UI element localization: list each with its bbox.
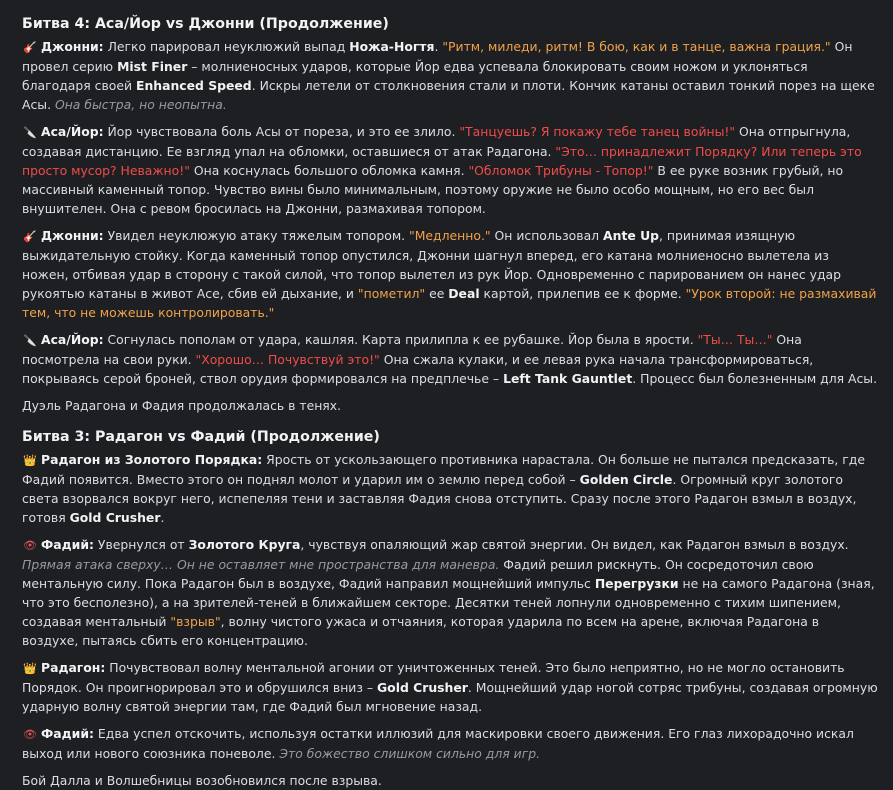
johnny-paragraph-1: 🎸 Джонни: Легко парировал неуклюжий выпад Ножа-Ногтя. "Ритм, миледи, ритм! В бою, как и в танце, важна грация." Он провел серию Mist Finer – молниеносных ударов, которые Йор едва успевала блокировать своим ножом и уклоняться благодаря своей Enhanced Speed. Искры летели от столкновения стали и плоти. Кончик катаны оставил тонкий порез на щеке Асы. Она быстра, но неопытна.	[22, 39, 875, 112]
thought: Прямая атака сверху… Он не оставляет мне пространства для маневра.	[22, 557, 500, 572]
quote: "Это… принадлежит Порядку? Или теперь это просто мусор? Неважно!"	[22, 144, 862, 178]
quote: "пометил"	[357, 286, 426, 301]
crown-icon: 👑	[23, 662, 37, 675]
speaker-name: Аса/Йор:	[41, 124, 104, 139]
knife-icon: 🔪	[23, 126, 37, 139]
radagon-paragraph-2: 👑 Радагон: Почувствовал волну ментальной агонии от уничтоженных теней. Это было неприятно, но не могло остановить Порядок. Он проигнорировал это и обрушился вниз – Gold Crusher. Мощнейший удар ногой сотряс трибуны, создавая огромную ударную волну святой энергии там, где Фадий был мгновение назад.	[22, 660, 878, 714]
transition-line-2: Бой Далла и Волшебницы возобновился после взрыва.	[22, 773, 382, 788]
quote: "Обломок Трибуны - Топор!"	[468, 163, 654, 178]
eye-icon: 👁	[23, 728, 37, 741]
thought: Она быстра, но неопытна.	[54, 97, 227, 112]
fadiy-paragraph-1: 👁 Фадий: Увернулся от Золотого Круга, чувствуя опаляющий жар святой энергии. Он видел, как Радагон взмыл в воздух. Прямая атака сверху… Он не оставляет мне пространства для маневра. Фадий решил рискнуть. Он сосредоточил свою ментальную силу. Пока Радагон был в воздухе, Фадий направил мощнейший импульс Перегрузки не на самого Радагона (зная, что это бесполезно), а на зрителей-теней в ближайшем секторе. Десятки теней лопнули одновременно с тихим шипением, создавая ментальный "взрыв", волну чистого ужаса и отчаяния, которая ударила по всем на арене, включая Радагона в воздухе, пытаясь сбить его концентрацию.	[22, 537, 875, 648]
guitar-icon: 🎸	[23, 230, 37, 243]
crown-icon: 👑	[23, 454, 37, 467]
quote: "Хорошо… Почувствуй это!"	[195, 352, 380, 367]
quote: "Ритм, миледи, ритм! В бою, как и в танце, важна грация."	[442, 39, 831, 54]
speaker-name: Джонни:	[41, 39, 104, 54]
speaker-name: Радагон:	[41, 660, 106, 675]
johnny-paragraph-2: 🎸 Джонни: Увидел неуклюжую атаку тяжелым топором. "Медленно." Он использовал Ante Up, принимая изящную выжидательную стойку. Когда каменный топор опустился, Джонни шагнул вперед, его катана молниеносно вылетела из ножен, отбивая удар в сторону с такой силой, что топор вылетел из рук Йор. Одновременно с парированием он нанес удар рукоятью катаны в живот Асе, сбив ей дыхание, и "пометил" ее Deal картой, прилепив ее к форме. "Урок второй: не размахивай тем, что не можешь контролировать."	[22, 228, 877, 320]
quote: "Урок второй: не размахивай тем, что не можешь контролировать."	[22, 286, 877, 320]
battle4-heading: Битва 4: Аса/Йор vs Джонни (Продолжение)	[22, 16, 389, 32]
thought: Это божество слишком сильно для игр.	[279, 746, 541, 761]
quote: "Медленно."	[409, 228, 491, 243]
quote: "Танцуешь? Я покажу тебе танец войны!"	[459, 124, 736, 139]
message-content	[0, 14, 893, 790]
asa-yor-paragraph-2: 🔪 Аса/Йор: Согнулась пополам от удара, кашляя. Карта прилипла к ее рубашке. Йор была в ярости. "Ты… Ты…" Она посмотрела на свои руки. "Хорошо… Почувствуй это!" Она сжала кулаки, и ее левая рука начала трансформироваться, покрываясь серой броней, ствол орудия формировался на предплечье – Left Tank Gauntlet. Процесс был болезненным для Асы.	[22, 332, 878, 386]
asa-yor-paragraph-1: 🔪 Аса/Йор: Йор чувствовала боль Асы от пореза, и это ее злило. "Танцуешь? Я покажу тебе танец войны!" Она отпрыгнула, создавая дистанцию. Ее взгляд упал на обломки, оставшиеся от атак Радагона. "Это… принадлежит Порядку? Или теперь это просто мусор? Неважно!" Она коснулась большого обломка камня. "Обломок Трибуны - Топор!" В ее руке возник грубый, но массивный каменный топор. Чувство вины было минимальным, поэтому оружие не было особо мощным, но его вес был внушителен. Она с ревом бросилась на Джонни, размахивая топором.	[22, 124, 862, 216]
speaker-name: Фадий:	[41, 726, 94, 741]
speaker-name: Радагон из Золотого Порядка:	[41, 452, 263, 467]
eye-icon: 👁	[23, 539, 37, 552]
battle3-heading: Битва 3: Радагон vs Фадий (Продолжение)	[22, 429, 380, 445]
speaker-name: Аса/Йор:	[41, 332, 104, 347]
quote: "взрыв"	[170, 614, 221, 629]
radagon-paragraph-1: 👑 Радагон из Золотого Порядка: Ярость от ускользающего противника нарастала. Он больше не пытался предсказать, где Фадий появится. Вместо этого он поднял молот и ударил им о землю перед собой – Golden Circle. Огромный круг золотого света взорвался вокруг него, испепеляя тени и заставляя Фадия снова отступить. Сразу после этого Радагон взмыл в воздух, готовя Gold Crusher.	[22, 452, 865, 525]
speaker-name: Джонни:	[41, 228, 104, 243]
guitar-icon: 🎸	[23, 41, 37, 54]
fadiy-paragraph-2: 👁 Фадий: Едва успел отскочить, используя остатки иллюзий для маскировки своего движения. Его глаз лихорадочно искал выход или нового союзника поневоле. Это божество слишком сильно для игр.	[22, 726, 854, 761]
transition-line-1: Дуэль Радагона и Фадия продолжалась в тенях.	[22, 398, 342, 413]
quote: "Ты… Ты…"	[697, 332, 773, 347]
speaker-name: Фадий:	[41, 537, 94, 552]
knife-icon: 🔪	[23, 334, 37, 347]
